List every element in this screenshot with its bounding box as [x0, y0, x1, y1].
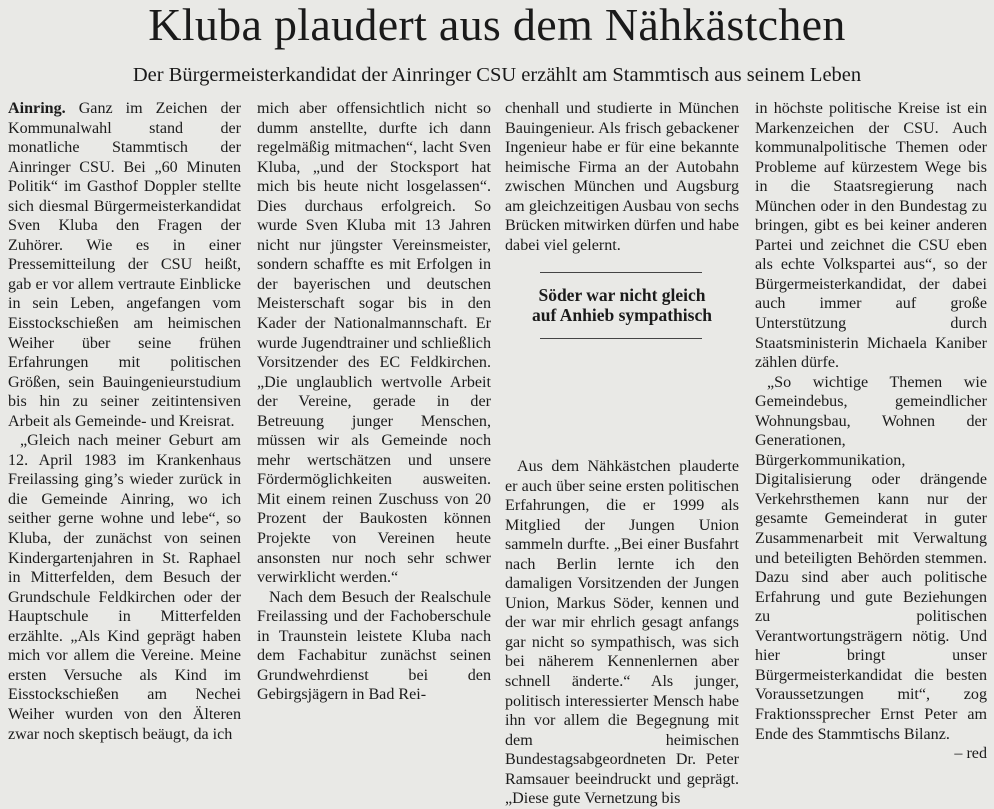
paragraph: Aus dem Nähkästchen plauderte er auch über seine ersten politischen Erfahrungen, die er 1999 als Mitglied der Jungen Union sammeln durfte. „Bei einer Busfahrt nach Berlin lernte ich den damaligen Vorsitzenden der Jungen Union, Markus Söder, kennen und der war mir ehrlich gesagt anfangs gar nicht so sympathisch, was sich bei näherem Kennenlernen aber schnell änderte.“ Als junger, politisch interessierter Mensch habe ihn vor allem die Begegnung mit dem heimischen Bundestagsabgeordneten Dr. Peter Ramsauer beeindruckt und geprägt. „Diese gute Vernetzung bis — [505, 458, 739, 808]
author-signature: – red — [954, 745, 987, 763]
article-column-3 — [505, 99, 739, 808]
subheadline: Der Bürgermeisterkandidat der Ainringer CSU erzählt am Stammtisch aus seinem Leben — [132, 64, 862, 86]
paragraph-text: Ganz im Zeichen der Kommunalwahl stand der monatliche Stammtisch der Ainringer CSU. Bei „60 Minuten Politik“ im Gasthof Doppler stellte sich diesmal Bürgermeisterkandidat Sven Kluba den Fragen der Zuhörer. Wie es in einer Pressemitteilung der CSU heißt, gab er vor allem vertraute Einblicke in sein Leben, angefangen vom Eisstockschießen am heimischen Weiher über seine frühen Erfahrungen mit politischen Größen, sein Bauingenieurstudium bis hin zu seiner zeitintensiven Arbeit als Gemeinde- und Kreisrat. — [8, 100, 241, 430]
article-column-4 — [755, 99, 987, 763]
paragraph: „So wichtige Themen wie Gemeindebus, gemeindlicher Wohnungsbau, Wohnen der Generationen, Bürgerkommunikation, Digitalisierung oder drängende Verkehrsthemen kann nur der gesamte Gemeinderat in guter Zusammenarbeit mit Verwaltung und beteiligten Behörden stemmen. Dazu sind aber auch politische Erfahrung und gute Beziehungen zu politischen Verantwortungsträgern nötig. Und hier bringt unser Bürgermeisterkandidat die besten Voraussetzungen mit“, zog Fraktionssprecher Ernst Peter am Ende des Stammtischs Bilanz. — [755, 373, 987, 743]
paragraph: mich aber offensichtlich nicht so dumm anstellte, durfte ich dann regelmäßig mitmachen“, lacht Sven Kluba, „und der Stocksport hat mich bis heute nicht losgelassen“. Dies durchaus erfolgreich. So wurde Sven Kluba mit 13 Jahren nicht nur jüngster Vereinsmeister, sondern schaffte es mit Erfolgen in der bayerischen und deutschen Meisterschaft sogar bis in den Kader der Nationalmannschaft. Er wurde Jugendtrainer und schließlich Vorsitzender des EC Feldkirchen. „Die unglaublich wertvolle Arbeit der Vereine, gerade in der Betreuung junger Menschen, müssen wir als Gemeinde noch mehr wertschätzen und unsere Fördermöglichkeiten ausweiten. Mit einem reinen Zuschuss von 20 Prozent der Baukosten können Projekte von Vereinen heute ansonsten nur noch sehr schwer verwirklicht werden.“ — [257, 100, 491, 587]
paragraph: Nach dem Besuch der Realschule Freilassing und der Fachoberschule in Traunstein leistete Kluba nach dem Fachabitur zunächst seinen Grundwehrdienst bei den Gebirgsjägern in Bad Rei- — [257, 588, 491, 704]
article-column-1 — [8, 99, 241, 743]
headline: Kluba plaudert aus dem Nähkästchen — [148, 0, 846, 50]
intertitle-line-1: Söder war nicht gleich — [538, 285, 706, 305]
divider-bottom — [540, 338, 702, 339]
dateline: Ainring. — [8, 100, 66, 117]
intertitle — [505, 285, 739, 325]
paragraph: „Gleich nach meiner Geburt am 12. April 1983 im Krankenhaus Freilassing ging’s wieder zurück in die Gemeinde Ainring, wo ich seither gerne wohne und lebe“, so Kluba, der zunächst von seinen Kindergartenjahren in St. Raphael in Mitterfelden, dem Besuch der Grundschule Feldkirchen oder der Hauptschule in Mitterfelden erzählte. „Als Kind geprägt haben mich vor allem die Vereine. Meine ersten Versuche als Kind im Eisstockschießen am Nechei Weiher wurden von den Älteren zwar noch skeptisch beäugt, da ich — [8, 432, 241, 743]
article-column-2 — [257, 99, 491, 704]
paragraph: chenhall und studierte in München Bauingenieur. Als frisch gebackener Ingenieur habe er für eine bekannte heimische Firma an der Autobahn zwischen München und Augsburg am gleichzeitigen Ausbau von sechs Brücken mitwirken dürfen und habe dabei viel gelernt. — [505, 100, 739, 254]
lead-paragraph — [8, 99, 241, 431]
divider-top — [540, 272, 702, 273]
paragraph: in höchste politische Kreise ist ein Markenzeichen der CSU. Auch kommunalpolitische Themen oder Probleme auf kürzestem Wege bis in die Staatsregierung nach München oder in den Bundestag zu bringen, gibt es bei keiner anderen Partei und zeichnet die CSU eben als echte Volkspartei aus“, so der Bürgermeisterkandidat, der dabei auch immer auf große Unterstützung durch Staatsministerin Michaela Kaniber zählen dürfe. — [755, 100, 987, 372]
intertitle-line-2: auf Anhieb sympathisch — [532, 305, 712, 325]
